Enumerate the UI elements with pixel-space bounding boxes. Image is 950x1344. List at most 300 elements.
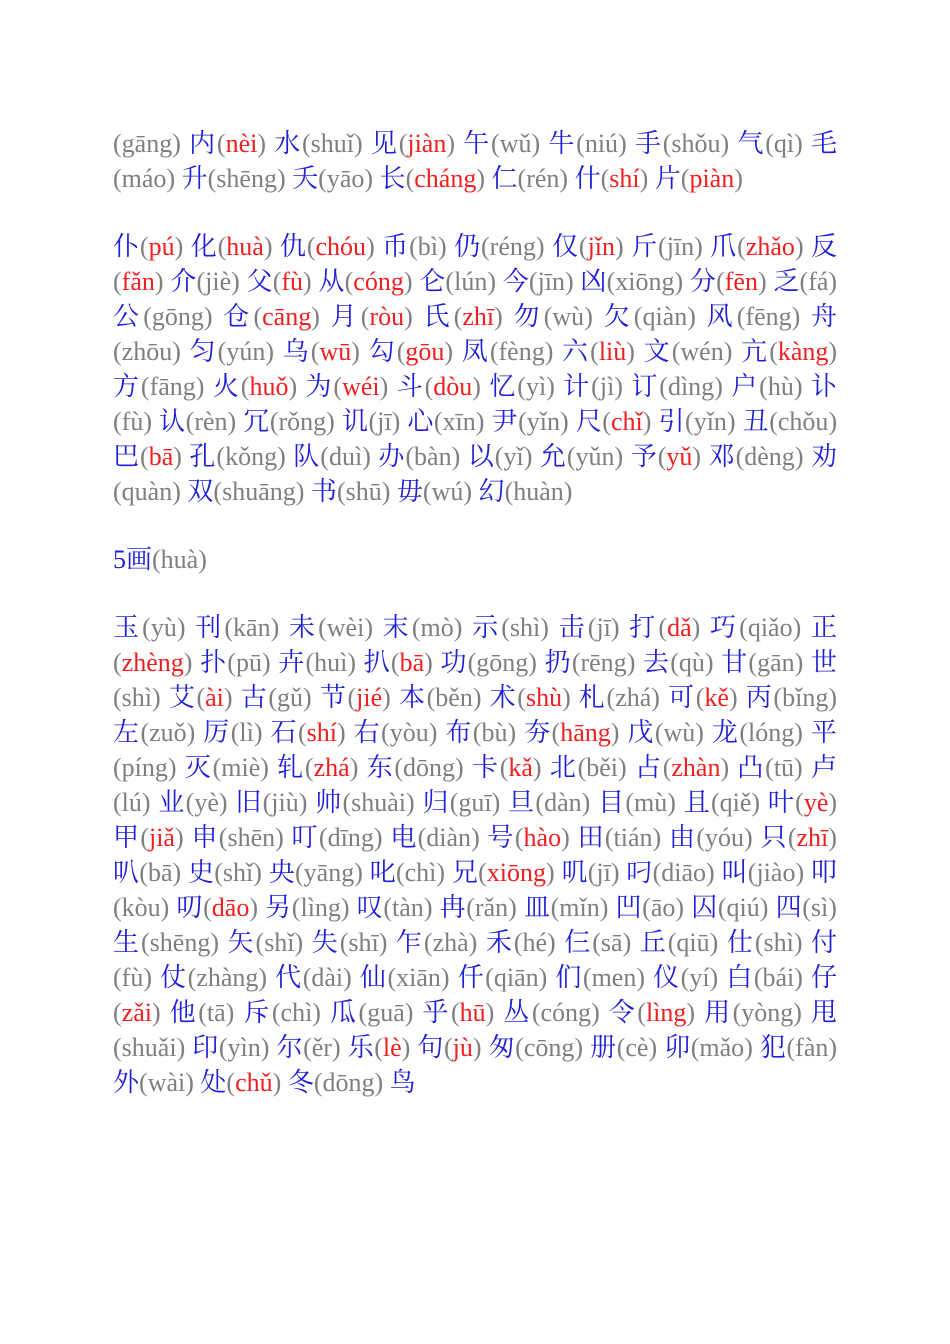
paren-close: ) xyxy=(648,1033,658,1062)
paren-open: ( xyxy=(218,823,228,852)
paren-close: ) xyxy=(792,613,802,642)
paren-open: ( xyxy=(739,718,749,747)
char-entry xyxy=(576,407,652,436)
char-entry xyxy=(710,613,801,642)
paren-close: ) xyxy=(261,648,271,677)
hanzi: 仍 xyxy=(454,232,481,261)
pinyin: shēn xyxy=(227,823,276,852)
hanzi: 亢 xyxy=(741,337,770,366)
hanzi: 四 xyxy=(775,893,803,922)
paren-close: ) xyxy=(540,613,549,642)
pinyin: yè xyxy=(194,788,219,817)
hanzi: 分 xyxy=(689,267,717,296)
paren-close: ) xyxy=(172,858,182,887)
paren-open: ( xyxy=(217,337,227,366)
hanzi: 计 xyxy=(563,372,592,401)
char-entry xyxy=(555,963,645,992)
pinyin: pū xyxy=(235,648,262,677)
hanzi: 击 xyxy=(558,613,588,642)
paren-open: ( xyxy=(203,893,212,922)
paren-open: ( xyxy=(737,232,746,261)
paren-open: ( xyxy=(342,788,352,817)
pinyin-highlighted: jié xyxy=(356,683,383,712)
paren-open: ( xyxy=(443,1033,453,1062)
paren-open: ( xyxy=(398,129,408,158)
paren-open: ( xyxy=(577,753,587,782)
paren-close: ) xyxy=(561,823,570,852)
paren-close: ) xyxy=(227,407,237,436)
pinyin: fēng xyxy=(745,302,792,331)
hanzi: 丑 xyxy=(742,407,770,436)
paren-open: ( xyxy=(550,893,560,922)
pinyin-highlighted: hào xyxy=(523,823,562,852)
paren-open: ( xyxy=(140,823,149,852)
paren-close: ) xyxy=(265,337,275,366)
paren-close: ) xyxy=(195,372,205,401)
paren-close: ) xyxy=(535,232,545,261)
paren-close: ) xyxy=(294,928,304,957)
paren-open: ( xyxy=(253,302,263,331)
paren-open: ( xyxy=(453,302,463,331)
paren-open: ( xyxy=(445,267,455,296)
hanzi: 世 xyxy=(810,648,837,677)
pinyin: jiào xyxy=(756,858,796,887)
pinyin: zuǒ xyxy=(149,718,187,747)
hanzi: 付 xyxy=(811,928,838,957)
paren-close: ) xyxy=(728,683,738,712)
pinyin: yāng xyxy=(303,858,355,887)
pinyin: qiú xyxy=(726,893,760,922)
hanzi: 幻 xyxy=(478,477,505,506)
char-entry xyxy=(380,164,485,193)
char-entry xyxy=(419,267,496,296)
hanzi: 甲 xyxy=(113,823,141,852)
pinyin: shì xyxy=(121,683,153,712)
char-entry xyxy=(293,442,371,471)
paren-close: ) xyxy=(531,129,541,158)
paren-open: ( xyxy=(736,302,746,331)
paren-close: ) xyxy=(584,302,593,331)
pinyin: wù xyxy=(552,302,585,331)
char-entry xyxy=(283,337,360,366)
paren-open: ( xyxy=(433,407,443,436)
char-entry xyxy=(508,788,590,817)
pinyin: sā xyxy=(600,928,623,957)
pinyin: yǐ xyxy=(503,442,524,471)
hanzi: 气 xyxy=(737,129,766,158)
pinyin: qiū xyxy=(676,928,710,957)
paren-close: ) xyxy=(373,823,383,852)
paren-close: ) xyxy=(277,442,286,471)
pinyin-highlighted: zhàn xyxy=(671,753,721,782)
pinyin: jī xyxy=(596,858,611,887)
paren-open: ( xyxy=(680,963,690,992)
char-entry xyxy=(773,267,837,296)
char-entry xyxy=(721,648,803,677)
paren-open: ( xyxy=(514,823,524,852)
char-entry xyxy=(113,372,204,401)
char-entry xyxy=(191,823,283,852)
pinyin-highlighted: huǒ xyxy=(249,372,289,401)
pinyin: rǒng xyxy=(278,407,327,436)
char-entry xyxy=(709,442,804,471)
pinyin: wèi xyxy=(326,613,365,642)
char-entry xyxy=(397,477,472,506)
paren-close: ) xyxy=(694,232,703,261)
paren-open: ( xyxy=(368,407,378,436)
char-entry xyxy=(616,893,685,922)
hanzi: 仓 xyxy=(223,302,254,331)
paren-open: ( xyxy=(240,372,250,401)
paren-open: ( xyxy=(739,613,748,642)
paren-open: ( xyxy=(113,337,122,366)
pinyin: qiān xyxy=(493,963,539,992)
pinyin-highlighted: liù xyxy=(598,337,627,366)
hanzi: 心 xyxy=(407,407,434,436)
paren-close: ) xyxy=(652,823,662,852)
hanzi: 六 xyxy=(562,337,591,366)
hanzi: 凹 xyxy=(615,893,643,922)
char-entry xyxy=(189,442,285,471)
pinyin: gōng xyxy=(151,302,204,331)
char-entry xyxy=(348,1033,411,1062)
paren-close: ) xyxy=(626,337,635,366)
paren-open: ( xyxy=(113,1033,122,1062)
char-entry xyxy=(113,232,183,261)
pinyin-highlighted: fǎn xyxy=(121,267,155,296)
paren-open: ( xyxy=(652,858,662,887)
paren-open: ( xyxy=(659,372,668,401)
paren-open: ( xyxy=(616,1033,626,1062)
paren-open: ( xyxy=(185,788,195,817)
hanzi: 化 xyxy=(190,232,218,261)
paren-open: ( xyxy=(786,1033,796,1062)
hanzi: 他 xyxy=(169,998,199,1027)
hanzi: 斤 xyxy=(631,232,659,261)
hanzi: 东 xyxy=(366,753,395,782)
char-entry xyxy=(399,683,482,712)
char-entry xyxy=(658,407,735,436)
pinyin: yāo xyxy=(326,164,365,193)
pinyin: dài xyxy=(311,963,344,992)
paren-open: ( xyxy=(216,129,226,158)
paren-close: ) xyxy=(364,164,374,193)
pinyin: fèng xyxy=(498,337,545,366)
hanzi: 乍 xyxy=(395,928,424,957)
char-entry xyxy=(243,998,321,1027)
char-entry xyxy=(417,1033,481,1062)
hanzi: 令 xyxy=(608,998,638,1027)
paren-open: ( xyxy=(139,1068,148,1097)
pinyin: běn xyxy=(435,683,473,712)
char-entry xyxy=(644,337,733,366)
hanzi: 队 xyxy=(293,442,321,471)
char-entry xyxy=(330,998,413,1027)
hanzi: 毋 xyxy=(396,477,423,506)
paren-open: ( xyxy=(360,302,370,331)
pinyin: shǒu xyxy=(671,129,721,158)
pinyin: shuāng xyxy=(222,477,296,506)
char-entry xyxy=(761,823,837,852)
paren-open: ( xyxy=(113,893,122,922)
char-entry xyxy=(354,718,438,747)
paren-open: ( xyxy=(759,372,768,401)
paren-close: ) xyxy=(793,928,803,957)
hanzi: 凤 xyxy=(461,337,490,366)
paren-close: ) xyxy=(172,337,181,366)
paren-close: ) xyxy=(406,788,415,817)
char-entry xyxy=(383,613,463,642)
char-entry xyxy=(396,928,477,957)
hanzi: 乌 xyxy=(282,337,311,366)
paren-open: ( xyxy=(424,372,434,401)
paren-open: ( xyxy=(602,407,611,436)
char-entry xyxy=(113,928,219,957)
paren-open: ( xyxy=(268,683,278,712)
pinyin-highlighted: kě xyxy=(704,683,729,712)
paren-close: ) xyxy=(614,442,624,471)
hanzi: 仟 xyxy=(457,963,486,992)
char-entry xyxy=(200,648,271,677)
paren-close: ) xyxy=(174,232,184,261)
pinyin: fá xyxy=(808,267,829,296)
pinyin: lú xyxy=(121,788,142,817)
paren-open: ( xyxy=(576,129,585,158)
paren-open: ( xyxy=(227,648,236,677)
char-entry xyxy=(562,337,635,366)
hanzi: 甩 xyxy=(810,998,837,1027)
pinyin: bā xyxy=(147,858,173,887)
paren-close: ) xyxy=(744,823,753,852)
paren-open: ( xyxy=(141,928,150,957)
paren-close: ) xyxy=(404,302,413,331)
paren-open: ( xyxy=(255,928,265,957)
char-entry xyxy=(169,683,233,712)
char-entry xyxy=(113,442,182,471)
paren-open: ( xyxy=(207,164,217,193)
pinyin: lóng xyxy=(748,718,795,747)
pinyin: mù xyxy=(634,788,668,817)
pinyin: dàn xyxy=(544,788,582,817)
paren-close: ) xyxy=(347,648,357,677)
paren-open: ( xyxy=(318,613,327,642)
paren-open: ( xyxy=(662,129,672,158)
char-entry xyxy=(503,267,574,296)
paren-open: ( xyxy=(142,613,151,642)
paren-open: ( xyxy=(735,442,745,471)
pinyin: wén xyxy=(680,337,724,366)
char-entry xyxy=(684,788,760,817)
paren-open: ( xyxy=(113,753,122,782)
paren-open: ( xyxy=(466,893,475,922)
hanzi: 册 xyxy=(590,1033,617,1062)
pinyin: gāng xyxy=(121,129,173,158)
char-entry xyxy=(312,928,388,957)
hanzi: 叱 xyxy=(369,858,396,887)
paren-close: ) xyxy=(639,164,649,193)
paren-close: ) xyxy=(591,998,600,1027)
paren-close: ) xyxy=(491,788,501,817)
paren-open: ( xyxy=(230,718,240,747)
hanzi: 句 xyxy=(417,1033,444,1062)
paren-close: ) xyxy=(828,788,838,817)
pinyin-highlighted: jǐn xyxy=(587,232,616,261)
paren-open: ( xyxy=(637,998,646,1027)
paren-close: ) xyxy=(687,302,696,331)
char-entry xyxy=(669,823,753,852)
paren-close: ) xyxy=(231,267,240,296)
pinyin: xiōng xyxy=(615,267,675,296)
char-entry xyxy=(559,613,620,642)
paren-close: ) xyxy=(692,442,702,471)
paren-open: ( xyxy=(140,372,150,401)
paren-close: ) xyxy=(487,267,496,296)
paren-open: ( xyxy=(303,1033,312,1062)
char-entry xyxy=(203,718,262,747)
hanzi: 末 xyxy=(382,613,412,642)
pinyin: xiān xyxy=(396,963,441,992)
paren-open: ( xyxy=(310,337,320,366)
paren-close: ) xyxy=(828,893,837,922)
heading-number: 5 xyxy=(113,545,126,574)
pinyin: hé xyxy=(522,928,548,957)
paren-close: ) xyxy=(472,372,481,401)
paren-open: ( xyxy=(467,648,477,677)
char-entry xyxy=(271,718,346,747)
paren-close: ) xyxy=(343,963,352,992)
hanzi: 乏 xyxy=(773,267,800,296)
char-entry xyxy=(113,858,181,887)
hanzi: 引 xyxy=(658,407,686,436)
paren-close: ) xyxy=(794,718,803,747)
paren-open: ( xyxy=(491,129,500,158)
pinyin: men xyxy=(591,963,637,992)
paren-close: ) xyxy=(508,893,517,922)
paren-close: ) xyxy=(667,788,676,817)
paren-open: ( xyxy=(633,302,643,331)
paren-close: ) xyxy=(382,683,391,712)
hanzi: 田 xyxy=(577,823,605,852)
char-entry xyxy=(370,858,445,887)
pinyin-highlighted: xiōng xyxy=(486,858,547,887)
char-entry xyxy=(277,753,358,782)
hanzi: 巴 xyxy=(113,442,141,471)
paren-open: ( xyxy=(113,683,122,712)
hanzi: 勿 xyxy=(513,302,544,331)
pinyin: yì xyxy=(525,372,547,401)
pinyin-highlighted: kǎ xyxy=(508,753,533,782)
hanzi: 右 xyxy=(353,718,382,747)
paren-open: ( xyxy=(658,232,667,261)
paren-close: ) xyxy=(173,442,182,471)
paren-open: ( xyxy=(513,928,523,957)
paren-open: ( xyxy=(113,963,122,992)
hanzi: 为 xyxy=(305,372,334,401)
char-entry xyxy=(579,683,660,712)
hanzi: 片 xyxy=(654,164,681,193)
hanzi: 尺 xyxy=(575,407,603,436)
paren-close: ) xyxy=(599,893,609,922)
paren-open: ( xyxy=(499,753,509,782)
pinyin: píng xyxy=(121,753,168,782)
paren-open: ( xyxy=(799,267,809,296)
paren-open: ( xyxy=(606,267,616,296)
paren-close: ) xyxy=(185,1068,194,1097)
char-entry xyxy=(390,1068,416,1097)
paren-open: ( xyxy=(535,788,545,817)
hanzi: 内 xyxy=(189,129,217,158)
paren-open: ( xyxy=(320,442,329,471)
pinyin-highlighted: cāng xyxy=(262,302,312,331)
hanzi: 币 xyxy=(382,232,410,261)
char-entry xyxy=(357,893,433,922)
pinyin-highlighted: chǐ xyxy=(610,407,643,436)
paren-close: ) xyxy=(544,337,554,366)
paren-open: ( xyxy=(578,232,588,261)
paren-close: ) xyxy=(437,232,447,261)
paren-open: ( xyxy=(716,267,725,296)
hanzi: 讥 xyxy=(341,407,369,436)
hanzi: 禾 xyxy=(485,928,514,957)
pinyin: lìng xyxy=(300,893,341,922)
paren-close: ) xyxy=(186,718,196,747)
paren-close: ) xyxy=(610,718,620,747)
hanzi: 扒 xyxy=(363,648,391,677)
pinyin-highlighted: jiǎ xyxy=(148,823,175,852)
paren-close: ) xyxy=(720,753,730,782)
paren-close: ) xyxy=(615,232,624,261)
pinyin: lì xyxy=(239,718,254,747)
paren-close: ) xyxy=(166,164,176,193)
char-entry xyxy=(113,302,213,331)
hanzi: 札 xyxy=(578,683,607,712)
char-entry xyxy=(378,442,460,471)
pinyin: shī xyxy=(348,928,379,957)
hanzi: 讣 xyxy=(810,372,837,401)
char-entry xyxy=(369,337,453,366)
char-entry xyxy=(278,648,356,677)
paren-open: ( xyxy=(517,683,526,712)
paren-close: ) xyxy=(143,407,153,436)
paren-close: ) xyxy=(636,963,646,992)
paren-close: ) xyxy=(340,893,350,922)
paren-close: ) xyxy=(706,858,715,887)
paren-close: ) xyxy=(546,858,555,887)
paren-close: ) xyxy=(218,788,228,817)
paren-open: ( xyxy=(765,129,774,158)
pinyin: jiù xyxy=(271,788,299,817)
pinyin: cè xyxy=(625,1033,649,1062)
hanzi: 见 xyxy=(370,129,399,158)
hanzi: 玉 xyxy=(113,613,143,642)
hanzi: 号 xyxy=(487,823,515,852)
paren-close: ) xyxy=(303,267,312,296)
char-entry xyxy=(454,232,544,261)
paren-close: ) xyxy=(471,823,480,852)
pinyin-highlighted: zhá xyxy=(313,753,350,782)
hanzi: 矢 xyxy=(227,928,256,957)
paren-open: ( xyxy=(113,648,122,677)
paren-open: ( xyxy=(489,337,499,366)
char-entry xyxy=(265,893,349,922)
paren-open: ( xyxy=(383,893,393,922)
pinyin-highlighted: wéi xyxy=(342,372,380,401)
pinyin: shēng xyxy=(149,928,211,957)
pinyin-highlighted: yè xyxy=(803,788,829,817)
paren-open: ( xyxy=(271,998,281,1027)
pinyin: jì xyxy=(599,372,615,401)
paren-close: ) xyxy=(691,613,701,642)
